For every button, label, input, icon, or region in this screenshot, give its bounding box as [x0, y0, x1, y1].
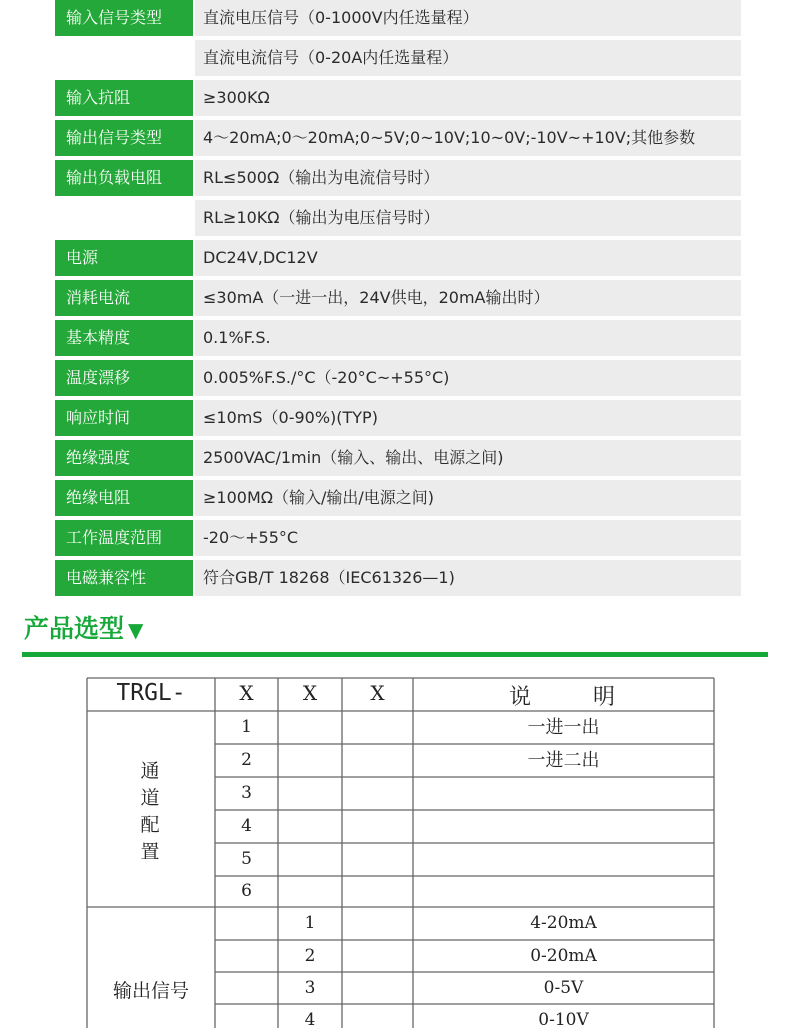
spec-label: 响应时间 — [55, 400, 193, 436]
output-code: 1 — [304, 913, 316, 933]
channel-label-char: 通 — [140, 760, 160, 782]
model-code: TRGL- — [116, 680, 186, 706]
channel-code: 1 — [241, 717, 252, 737]
header-x-2: X — [302, 681, 318, 705]
channel-code: 3 — [241, 783, 252, 803]
channel-description: 一进二出 — [527, 750, 600, 771]
spec-value: RL≤500Ω（输出为电流信号时） — [195, 160, 741, 196]
spec-value: ≥300KΩ — [195, 80, 741, 116]
spec-value: 4～20mA;0～20mA;0~5V;0~10V;10~0V;-10V~+10V;其他参数 — [195, 120, 741, 156]
spec-row — [55, 560, 741, 596]
output-code: 4 — [304, 1010, 316, 1030]
channel-description — [413, 843, 714, 876]
channel-label-char: 配 — [140, 814, 160, 836]
spec-label: 绝缘电阻 — [55, 480, 193, 516]
section-title-text: 产品选型 — [24, 614, 125, 643]
spec-label: 电源 — [55, 240, 193, 276]
spec-row — [55, 240, 741, 276]
channel-description — [413, 810, 714, 843]
spec-value: 符合GB/T 18268（IEC61326—1) — [195, 560, 741, 596]
spec-label: 输出负载电阻 — [55, 160, 193, 196]
section-divider — [22, 652, 768, 657]
spec-value: ≥100MΩ（输入/输出/电源之间) — [195, 480, 741, 516]
header-x-1: X — [239, 681, 254, 705]
spec-row — [55, 40, 741, 76]
spec-row — [55, 400, 741, 436]
spec-row — [55, 280, 741, 316]
spec-value: 0.1%F.S. — [195, 320, 741, 356]
spec-value: DC24V,DC12V — [195, 240, 741, 276]
channel-code: 6 — [241, 881, 252, 901]
spec-label: 输入抗阻 — [55, 80, 193, 116]
channel-code: 2 — [241, 750, 252, 770]
spec-label: 输出信号类型 — [55, 120, 193, 156]
spec-label: 温度漂移 — [55, 360, 193, 396]
spec-value: RL≥10KΩ（输出为电压信号时） — [195, 200, 741, 236]
output-code: 2 — [304, 946, 316, 966]
section-title — [24, 611, 143, 648]
spec-value: ≤10mS（0-90%)(TYP) — [195, 400, 741, 436]
spec-value: 2500VAC/1min（输入、输出、电源之间) — [195, 440, 741, 476]
output-description: 0-5V — [543, 978, 584, 998]
output-signal-label: 输出信号 — [112, 980, 189, 1002]
spec-label: 工作温度范围 — [55, 520, 193, 556]
spec-row — [55, 0, 741, 36]
output-description: 0-10V — [538, 1010, 589, 1030]
spec-value: -20～+55°C — [195, 520, 741, 556]
channel-description: 一进一出 — [527, 717, 600, 738]
spec-row — [55, 80, 741, 116]
header-description-char-1: 说 — [508, 685, 531, 710]
output-description: 0-20mA — [530, 946, 597, 966]
spec-label: 电磁兼容性 — [55, 560, 193, 596]
channel-code: 5 — [241, 849, 252, 869]
spec-row — [55, 320, 741, 356]
channel-label-char: 道 — [140, 787, 160, 809]
spec-value: 直流电压信号（0-1000V内任选量程） — [195, 0, 741, 36]
spec-label: 输入信号类型 — [55, 0, 193, 36]
spec-row — [55, 520, 741, 556]
spec-row — [55, 480, 741, 516]
header-description-char-2: 明 — [592, 685, 615, 710]
spec-label: 基本精度 — [55, 320, 193, 356]
spec-row — [55, 120, 741, 156]
spec-value: 0.005%F.S./°C（-20°C~+55°C) — [195, 360, 741, 396]
spec-value: 直流电流信号（0-20A内任选量程） — [195, 40, 741, 76]
triangle-down-icon: ▼ — [128, 618, 144, 642]
channel-description — [413, 777, 714, 810]
spec-label: 消耗电流 — [55, 280, 193, 316]
channel-description — [413, 876, 714, 907]
spec-row — [55, 440, 741, 476]
spec-value: ≤30mA（一进一出，24V供电，20mA输出时） — [195, 280, 741, 316]
header-x-3: X — [370, 681, 385, 705]
spec-label: 绝缘强度 — [55, 440, 193, 476]
channel-code: 4 — [241, 816, 252, 836]
spec-row — [55, 160, 741, 196]
spec-row — [55, 200, 741, 236]
output-description: 4-20mA — [530, 913, 597, 933]
output-code: 3 — [304, 978, 316, 998]
channel-label-char: 置 — [140, 841, 160, 863]
channel-config-label — [120, 758, 180, 866]
spec-row — [55, 360, 741, 396]
